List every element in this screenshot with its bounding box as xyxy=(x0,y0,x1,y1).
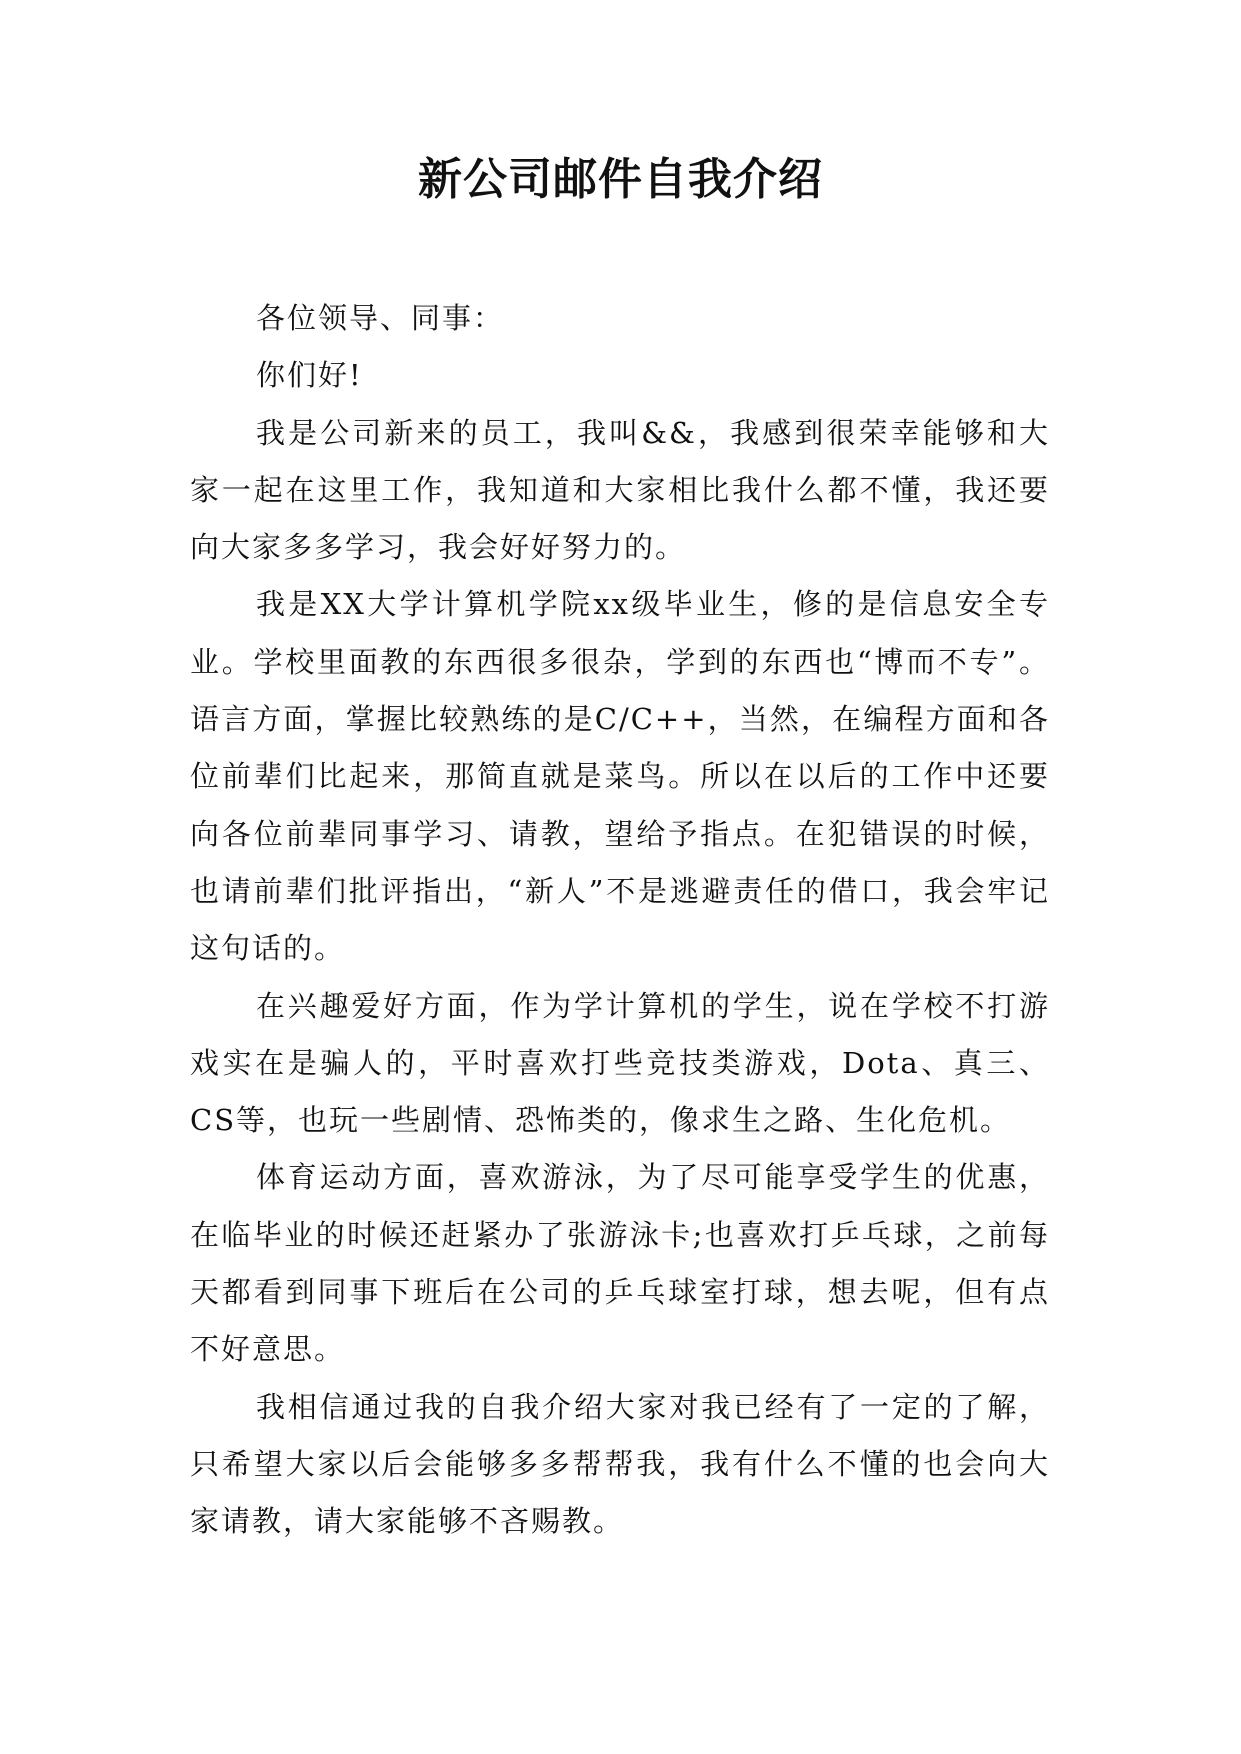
paragraph-sports: 体育运动方面，喜欢游泳，为了尽可能享受学生的优惠，在临毕业的时候还赶紧办了张游泳卡;也喜欢打乒乓球，之前每天都看到同事下班后在公司的乒乓球室打球，想去呢，但有点不好意思。 xyxy=(190,1160,1050,1367)
paragraph-hobbies: 在兴趣爱好方面，作为学计算机的学生，说在学校不打游戏实在是骗人的，平时喜欢打些竞技类游戏，Dota、真三、CS等，也玩一些剧情、恐怖类的，像求生之路、生化危机。 xyxy=(190,988,1050,1138)
paragraph-education: 我是XX大学计算机学院xx级毕业生，修的是信息安全专业。学校里面教的东西很多很杂，学到的东西也“博而不专”。语言方面，掌握比较熟练的是C/C++，当然，在编程方面和各位前辈们比起来，那简直就是菜鸟。所以在以后的工作中还要向各位前辈同事学习、请教，望给予指点。在犯错误的时候，也请前辈们批评指出，“新人”不是逃避责任的借口，我会牢记这句话的。 xyxy=(190,587,1050,966)
document-title: 新公司邮件自我介绍 xyxy=(418,154,823,205)
document-body xyxy=(190,290,1050,1551)
paragraph-closing: 我相信通过我的自我介绍大家对我已经有了一定的了解，只希望大家以后会能够多多帮帮我，我有什么不懂的也会向大家请教，请大家能够不吝赐教。 xyxy=(190,1389,1050,1539)
greeting: 你们好! xyxy=(256,358,363,393)
salutation: 各位领导、同事： xyxy=(256,301,505,335)
paragraph-intro: 我是公司新来的员工，我叫&&，我感到很荣幸能够和大家一起在这里工作，我知道和大家相比我什么都不懂，我还要向大家多多学习，我会好好努力的。 xyxy=(190,415,1050,565)
